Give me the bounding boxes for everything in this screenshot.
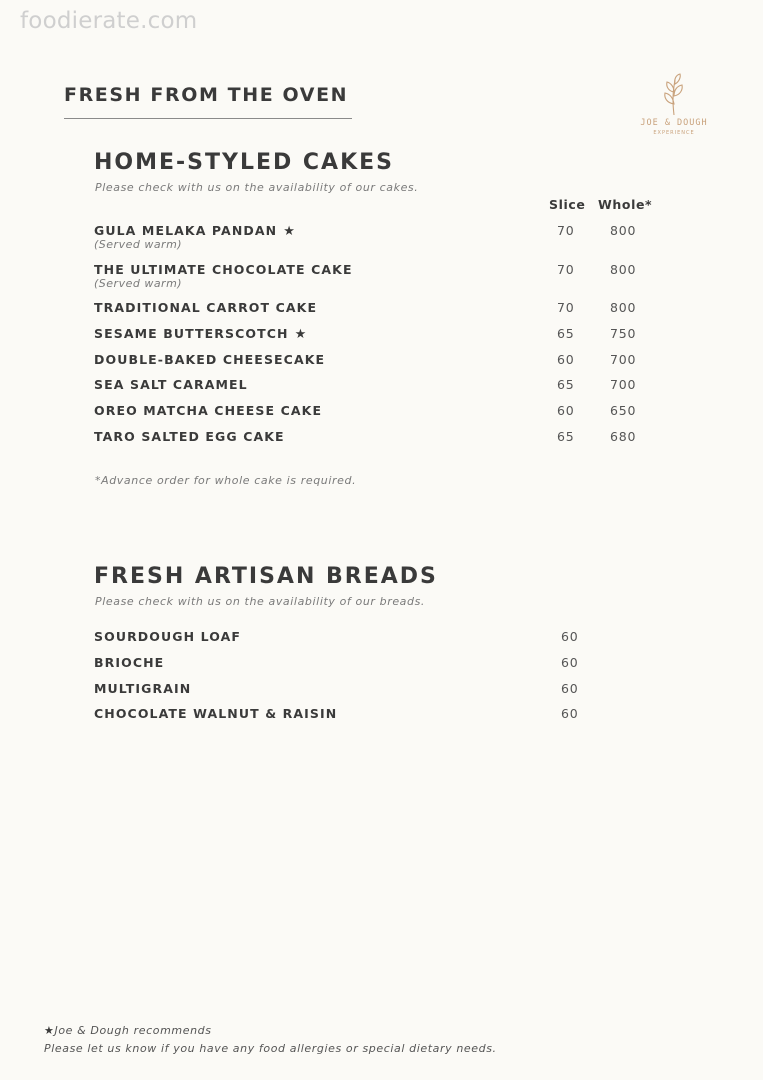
bread-item-name: SOURDOUGH LOAF	[94, 629, 242, 644]
whole-cake-footnote: *Advance order for whole cake is required.	[95, 474, 357, 487]
cake-item-name: GULA MELAKA PANDAN ★	[94, 223, 296, 239]
cake-whole-price: 700	[610, 352, 637, 367]
allergy-notice: Please let us know if you have any food allergies or special dietary needs.	[44, 1042, 497, 1055]
bread-price: 60	[561, 629, 579, 644]
cake-whole-price: 650	[610, 403, 637, 418]
bread-price: 60	[561, 706, 579, 721]
bread-price: 60	[561, 655, 579, 670]
cake-whole-price: 800	[610, 262, 637, 277]
star-icon: ★	[44, 1024, 55, 1037]
section-title: FRESH FROM THE OVEN	[64, 84, 349, 106]
cake-slice-price: 70	[557, 223, 575, 238]
leaf-sprig-icon	[657, 72, 691, 116]
brand-subtitle: EXPERIENCE	[653, 130, 695, 136]
bread-price: 60	[561, 681, 579, 696]
breads-title: FRESH ARTISAN BREADS	[94, 564, 438, 589]
bread-item-name: MULTIGRAIN	[94, 681, 192, 696]
cake-item-name: THE ULTIMATE CHOCOLATE CAKE	[94, 262, 353, 277]
cake-whole-price: 800	[610, 223, 637, 238]
cakes-note: Please check with us on the availability of our cakes.	[95, 181, 419, 194]
cake-item-name: OREO MATCHA CHEESE CAKE	[94, 403, 323, 418]
bread-item-name: CHOCOLATE WALNUT & RAISIN	[94, 706, 338, 721]
cake-item-name: TARO SALTED EGG CAKE	[94, 429, 285, 444]
cake-item-name: TRADITIONAL CARROT CAKE	[94, 300, 318, 315]
section-divider	[64, 118, 352, 119]
recommendation-legend: ★Joe & Dough recommends	[44, 1024, 212, 1037]
brand-logo	[632, 72, 716, 146]
cake-item-note: (Served warm)	[94, 238, 183, 251]
cake-whole-price: 700	[610, 377, 637, 392]
bread-item-name: BRIOCHE	[94, 655, 165, 670]
cake-slice-price: 60	[557, 403, 575, 418]
cake-whole-price: 800	[610, 300, 637, 315]
cake-whole-price: 750	[610, 326, 637, 341]
cake-item-note: (Served warm)	[94, 277, 183, 290]
star-icon: ★	[294, 327, 308, 342]
cake-item-name: DOUBLE-BAKED CHEESECAKE	[94, 352, 326, 367]
cake-whole-price: 680	[610, 429, 637, 444]
breads-note: Please check with us on the availability of our breads.	[95, 595, 426, 608]
cake-slice-price: 60	[557, 352, 575, 367]
cake-slice-price: 65	[557, 429, 575, 444]
cake-slice-price: 65	[557, 326, 575, 341]
whole-column-header: Whole*	[598, 197, 653, 212]
cakes-title: HOME-STYLED CAKES	[94, 150, 395, 175]
brand-name: JOE & DOUGH	[640, 118, 708, 128]
cake-slice-price: 70	[557, 300, 575, 315]
star-icon: ★	[283, 224, 296, 239]
cake-slice-price: 65	[557, 377, 575, 392]
cake-slice-price: 70	[557, 262, 575, 277]
watermark: foodierate.com	[20, 8, 198, 34]
cake-item-name: SESAME BUTTERSCOTCH ★	[94, 326, 308, 342]
cake-item-name: SEA SALT CARAMEL	[94, 377, 248, 392]
slice-column-header: Slice	[549, 197, 586, 212]
